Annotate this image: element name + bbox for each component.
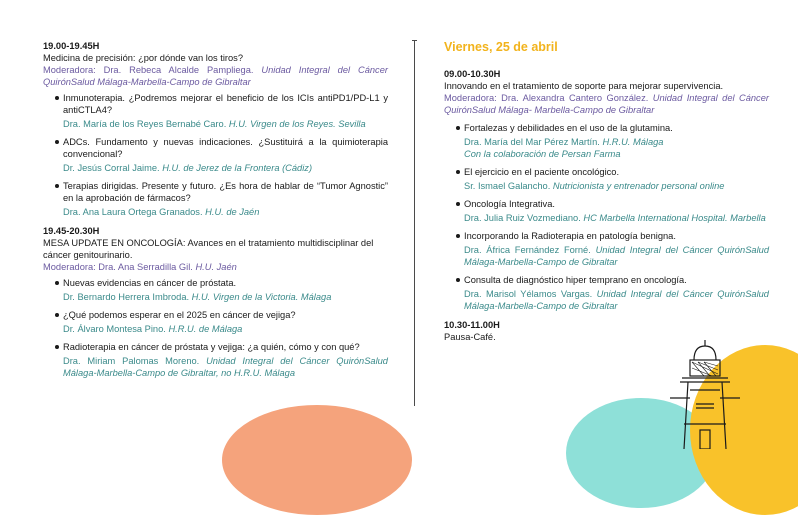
session-title: MESA UPDATE EN ONCOLOGÍA: Avances en el tratamiento multidisciplinar del cáncer genitourinario. [43, 238, 374, 260]
session-time: 19.45-20.30H [43, 226, 100, 236]
talk-speaker [63, 323, 388, 335]
speaker-affiliation: H.U. de Jerez de la Frontera (Cádiz) [162, 163, 313, 173]
talk-speaker [63, 355, 388, 379]
talk-item [43, 309, 388, 335]
talk-item [43, 136, 388, 174]
speaker-affiliation: Unidad Integral del Cáncer QuirónSalud Málaga-Marbella-Campo de Gibraltar, no H.R.U. Málaga [63, 356, 388, 378]
speaker-name: Dra. Ana Laura Ortega Granados. [63, 207, 203, 217]
speaker-affiliation: H.R.U. de Málaga [168, 324, 243, 334]
session-block [43, 40, 388, 218]
speaker-name: Dra. África Fernández Forné. [464, 245, 591, 255]
talk-title: Nuevas evidencias en cáncer de próstata. [63, 278, 237, 288]
moderator-name: Moderadora: Dra. Alexandra Cantero González. [444, 93, 649, 103]
talk-item [444, 198, 769, 224]
talk-speaker [464, 244, 769, 268]
right-column [444, 68, 769, 350]
speaker-name: Dra. Julia Ruiz Vozmediano. [464, 213, 581, 223]
session-block [43, 225, 388, 379]
talk-title: Fortalezas y debilidades en el uso de la glutamina. [464, 123, 673, 133]
speaker-name: Dra. Marisol Yélamos Vargas. [464, 289, 593, 299]
speaker-affiliation: Unidad Integral del Cáncer QuirónSalud Málaga-Marbella-Campo de Gibraltar [464, 245, 769, 267]
talk-speaker [63, 118, 388, 130]
talk-title: Oncología Integrativa. [464, 199, 555, 209]
left-column [43, 40, 388, 386]
talk-speaker [63, 291, 388, 303]
talk-item [43, 277, 388, 303]
speaker-affiliation: H.U. de Jaén [205, 207, 260, 217]
talk-item [43, 92, 388, 130]
talk-item [444, 230, 769, 268]
talk-item [444, 122, 769, 160]
collaboration-note: Con la colaboración de Persan Farma [464, 149, 621, 159]
talk-speaker [464, 212, 769, 224]
talk-title: ADCs. Fundamento y nuevas indicaciones. ¿Sustituirá a la quimioterapia convencional? [63, 137, 388, 159]
talk-speaker [464, 136, 769, 148]
lighthouse-icon [660, 338, 750, 449]
speaker-affiliation: Nutricionista y entrenador personal online [552, 181, 725, 191]
session-time: 09.00-10.30H [444, 69, 501, 79]
talk-item [43, 180, 388, 218]
talk-item [43, 341, 388, 379]
day-title: Viernes, 25 de abril [444, 40, 558, 54]
speaker-affiliation: H.U. Virgen de los Reyes. Sevilla [228, 119, 366, 129]
moderator-affiliation: H.U. Jaén [195, 262, 237, 272]
session-moderator [43, 64, 388, 88]
moderator-affiliation: Unidad Integral del Cáncer QuirónSalud Málaga- Marbella-Campo de Gibraltar [444, 93, 769, 115]
break-block [444, 319, 769, 343]
speaker-affiliation: H.U. Virgen de la Victoria. Málaga [191, 292, 332, 302]
speaker-name: Dra. María del Mar Pérez Martín. [464, 137, 600, 147]
moderator-affiliation: Unidad Integral del Cáncer QuirónSalud Málaga-Marbella-Campo de Gibraltar [43, 65, 388, 87]
session-block [444, 68, 769, 312]
talk-title: Consulta de diagnóstico hiper temprano en oncología. [464, 275, 687, 285]
talk-speaker [464, 288, 769, 312]
orange-decorative-shape [222, 405, 412, 515]
speaker-name: Dr. Álvaro Montesa Pino. [63, 324, 166, 334]
talk-title: ¿Qué podemos esperar en el 2025 en cáncer de vejiga? [63, 310, 296, 320]
talk-speaker [63, 206, 388, 218]
speaker-affiliation: H.R.U. Málaga [602, 137, 664, 147]
session-title: Medicina de precisión: ¿por dónde van los tiros? [43, 53, 243, 63]
speaker-affiliation: Unidad Integral del Cáncer QuirónSalud Málaga-Marbella-Campo de Gibraltar [464, 289, 769, 311]
talk-title: Radioterapia en cáncer de próstata y vejiga: ¿a quién, cómo y con qué? [63, 342, 360, 352]
talk-title: Inmunoterapia. ¿Podremos mejorar el beneficio de los ICIs antiPD1/PD-L1 y antiCTLA4? [63, 93, 388, 115]
speaker-name: Dra. Miriam Palomas Moreno. [63, 356, 200, 366]
break-label: Pausa-Café. [444, 332, 496, 342]
talk-item [444, 274, 769, 312]
talk-speaker [63, 162, 388, 174]
column-divider [414, 40, 415, 406]
talk-speaker [464, 180, 769, 192]
speaker-name: Dr. Bernardo Herrera Imbroda. [63, 292, 190, 302]
session-moderator [444, 92, 769, 116]
speaker-name: Dra. María de los Reyes Bernabé Caro. [63, 119, 227, 129]
session-time: 19.00-19.45H [43, 41, 100, 51]
talk-title: Incorporando la Radioterapia en patología benigna. [464, 231, 676, 241]
break-time: 10.30-11.00H [444, 320, 500, 330]
moderator-name: Moderadora: Dra. Ana Serradilla Gil. [43, 262, 193, 272]
speaker-name: Sr. Ismael Galancho. [464, 181, 551, 191]
talk-title: El ejercicio en el paciente oncológico. [464, 167, 620, 177]
speaker-name: Dr. Jesús Corral Jaime. [63, 163, 160, 173]
talk-title: Terapias dirigidas. Presente y futuro. ¿Es hora de hablar de “Tumor Agnostic” en la aprobación de fármacos? [63, 181, 388, 203]
talk-collaboration [464, 148, 769, 160]
session-title: Innovando en el tratamiento de soporte para mejorar supervivencia. [444, 81, 724, 91]
talk-item [444, 166, 769, 192]
speaker-affiliation: HC Marbella International Hospital. Marbella [583, 213, 766, 223]
moderator-name: Moderadora: Dra. Rebeca Alcalde Pampliega. [43, 65, 254, 75]
session-moderator [43, 261, 388, 273]
